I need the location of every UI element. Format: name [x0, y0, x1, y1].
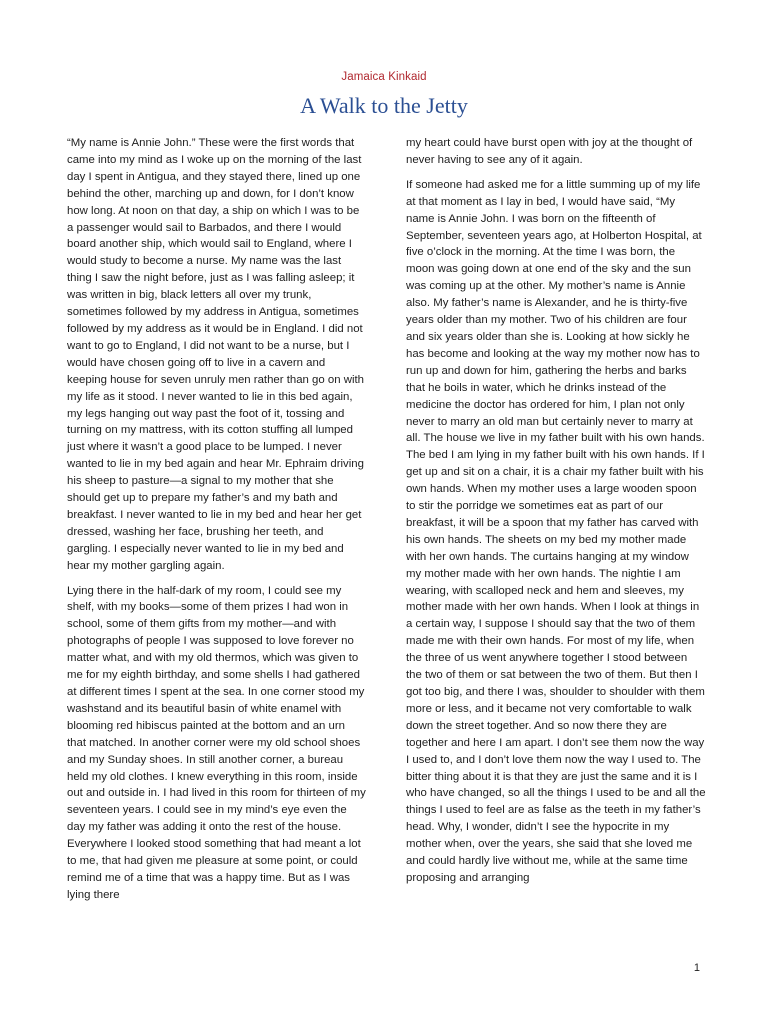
body-paragraph: If someone had asked me for a little summing up of my life at that moment as I lay in bed, I would have said, “My name is Annie John. I was born on the fifteenth of September, seventeen years ago, at Holberton Hospital, at five o’clock in the morning. At the time I was born, the moon was going down at one end of the sky and the sun was coming up at the other. My mother’s name is Annie also. My father’s name is Alexander, and he is thirty-five years older than my mother. Two of his children are four and six years older than she is. Looking at how sickly he has become and looking at the way my mother now has to run up and down for him, gathering the herbs and barks that he boils in water, which he drinks instead of the medicine the doctor has ordered for him, I plan not only never to marry an old man but certainly never to marry at all. The house we live in my father built with his own hands. The bed I am lying in my father built with his own hands. If I get up and sit on a chair, it is a chair my father built with his own hands. When my mother uses a large wooden spoon to stir the porridge we sometimes eat as part of our breakfast, it will be a spoon that my father has carved with his own hands. The sheets on my bed my mother made with her own hands. The curtains hanging at my window my mother made with her own hands. The nightie I am wearing, with scalloped neck and hem and sleeves, my mother made with her own hands. When I look at things in a certain way, I suppose I should say that the two of them made me with their own hands. For most of my life, when the three of us went anywhere together I stood between the two of them or sat between the two of them. But then I got too big, and there I was, shoulder to shoulder with them more or less, and it became not very comfortable to walk down the street together. And so now there they are together and here I am apart. I don’t see them now the way I used to, and I don’t love them now the way I used to. The bitter thing about it is that they are just the same and it is I who have changed, so all the things I used to be and all the things I used to feel are as false as the teeth in my father’s head. Why, I wonder, didn’t I see the hypocrite in my mother when, over the years, she said that she loved me and could hardly live without me, while at the same time proposing and arranging [406, 178, 706, 884]
body-paragraph: my heart could have burst open with joy at the thought of never having to see any of it again. [406, 137, 693, 166]
body-paragraph: “My name is Annie John.” These were the first words that came into my mind as I woke up on the morning of the last day I spent in Antigua, and they stayed there, lined up one behind the other, marching up and down, for I don’t know how long. At noon on that day, a ship on which I was to be a passenger would sail to Barbados, and there I would board another ship, which would sail to England, where I would study to become a nurse. My name was the last thing I saw the night before, just as I was falling asleep; it was written in big, black letters all over my trunk, sometimes followed by my address in Antigua, sometimes followed by my address as it would be in England. I did not want to go to England, I did not want to be a nurse, but I would have chosen going off to live in a cavern and keeping house for seven unruly men rather than go on with my life as it stood. I never wanted to lie in this bed again, my legs hanging out way past the foot of it, tossing and turning on my mattress, with its cotton stuffing all lumped just where it wasn’t a good place to be lumped. I never wanted to lie in my bed again and hear Mr. Ephraim driving his sheep to pasture—a signal to my mother that she should get up to prepare my father’s and my bath and breakfast. I never wanted to lie in my bed and hear her get dressed, washing her face, brushing her teeth, and gargling. I especially never wanted to lie in my bed and hear my mother gargling again. [67, 137, 364, 572]
page-number: 1 [693, 962, 700, 974]
page-title: A Walk to the Jetty [300, 93, 468, 118]
author-name: Jamaica Kinkaid [341, 71, 427, 83]
right-column [406, 135, 706, 895]
body-paragraph: Lying there in the half-dark of my room, I could see my shelf, with my books—some of them prizes I had won in school, some of them gifts from my mother—and with photographs of people I was supposed to love forever no matter what, and with my old thermos, which was given to me for my eighth birthday, and some shells I had gathered at different times I spent at the sea. In one corner stood my washstand and its beautiful basin of white enamel with blooming red hibiscus painted at the bottom and an urn that matched. In another corner were my old school shoes and my Sunday shoes. In still another corner, a bureau held my old clothes. I knew everything in this room, inside out and outside in. I had lived in this room for thirteen of my seventeen years. I could see in my mind’s eye even the day my father was adding it onto the rest of the house. Everywhere I looked stood something that had meant a lot to me, that had given me pleasure at some point, or could remind me of a time that was a happy time. But as I was lying there [67, 584, 366, 901]
left-column [67, 135, 367, 912]
